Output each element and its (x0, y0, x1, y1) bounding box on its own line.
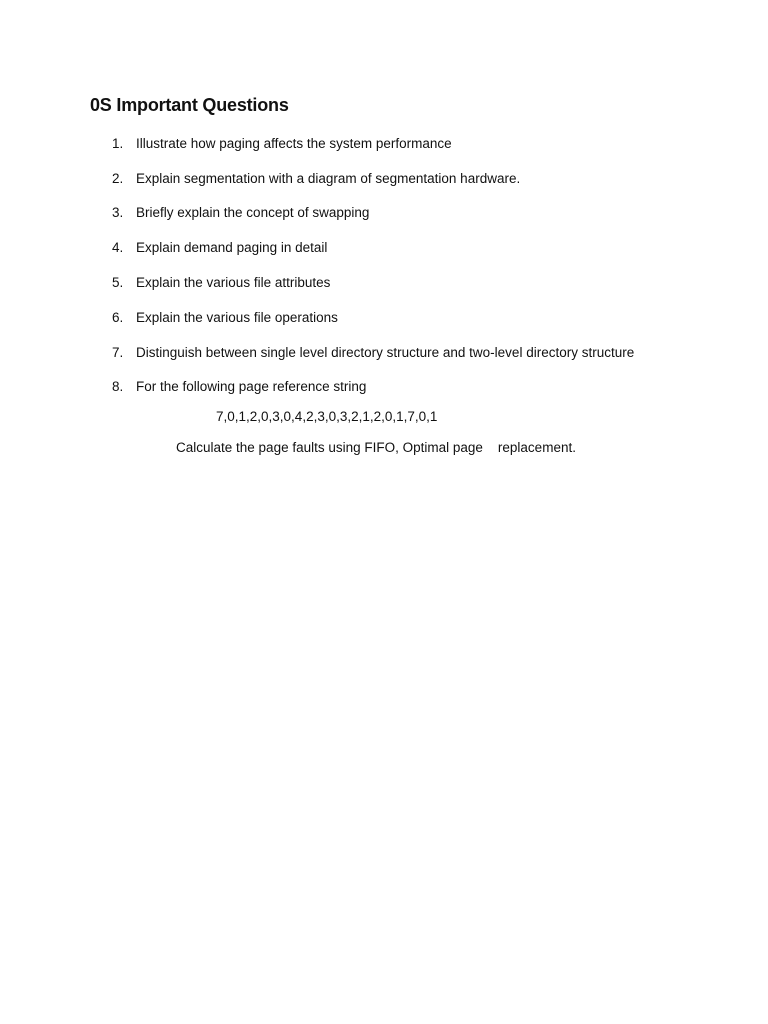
question-text: Explain demand paging in detail (136, 240, 328, 255)
question-number: 4. (112, 240, 124, 255)
list-item-question-5 (0, 273, 768, 293)
question-number: 3. (112, 205, 124, 220)
question-text: Explain the various file attributes (136, 275, 331, 290)
question-number: 6. (112, 310, 124, 325)
question-number: 8. (112, 379, 124, 394)
question-text: For the following page reference string (136, 379, 367, 394)
question-number: 5. (112, 275, 124, 290)
list-item-question-1 (0, 134, 768, 154)
list-item-question-6 (0, 308, 768, 328)
page-title: 0S Important Questions (90, 95, 289, 115)
list-item-question-7 (0, 343, 768, 363)
list-item-question-4 (0, 238, 768, 258)
question-number: 1. (112, 136, 124, 151)
page-reference-string: 7,0,1,2,0,3,0,4,2,3,0,3,2,1,2,0,1,7,0,1 (216, 409, 438, 424)
list-item-question-8 (0, 377, 768, 397)
question-text: Explain segmentation with a diagram of segmentation hardware. (136, 171, 521, 186)
question-text: Distinguish between single level directory structure and two-level directory structure (136, 345, 635, 360)
list-item-question-2 (0, 169, 768, 189)
question-text: Briefly explain the concept of swapping (136, 205, 370, 220)
question-number: 2. (112, 171, 124, 186)
question-number: 7. (112, 345, 124, 360)
list-item-question-3 (0, 203, 768, 223)
question-text: Illustrate how paging affects the system performance (136, 136, 452, 151)
question-instruction: Calculate the page faults using FIFO, Optimal page replacement. (176, 440, 576, 455)
question-text: Explain the various file operations (136, 310, 338, 325)
